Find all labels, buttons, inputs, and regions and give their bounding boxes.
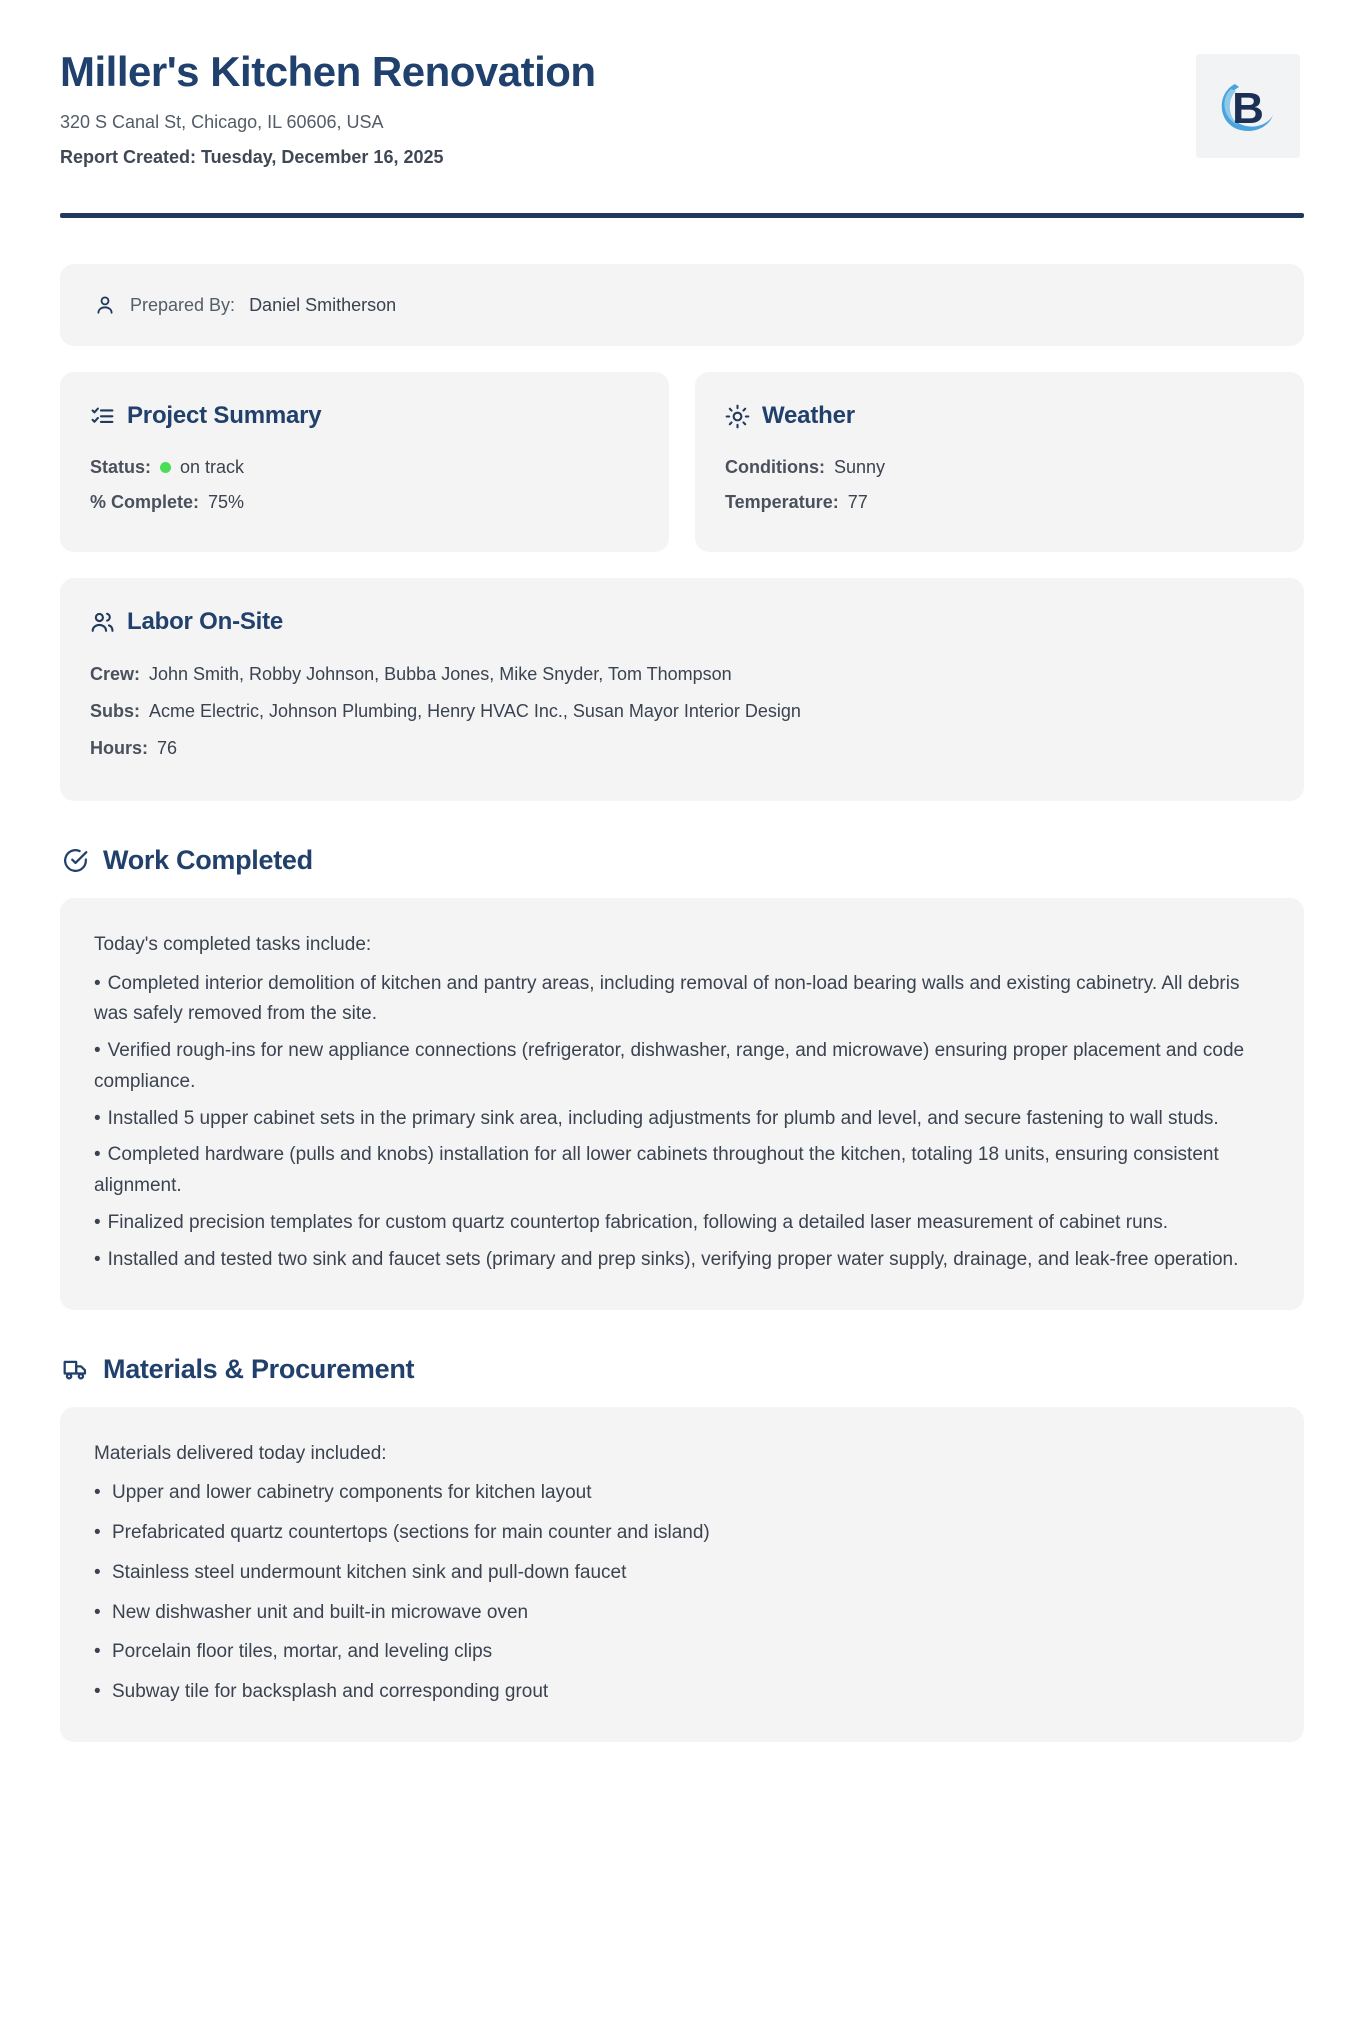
status-value: on track bbox=[180, 457, 245, 478]
list-item: • New dishwasher unit and built-in microwave oven bbox=[94, 1598, 1270, 1629]
materials-title: Materials & Procurement bbox=[103, 1353, 415, 1384]
work-bullet: • Completed interior demolition of kitchen and pantry areas, including removal of non-load bearing walls and existing cabinetry. All debris was safely removed from the site. bbox=[94, 972, 1240, 1025]
work-completed-section bbox=[60, 845, 1304, 1310]
percent-complete-value: 75% bbox=[208, 492, 245, 513]
materials-intro: Materials delivered today included: bbox=[94, 1442, 387, 1464]
work-bullet-text: Completed interior demolition of kitchen and pantry areas, including removal of non-load bearing walls and existing cabinetry. All debris was safely removed from the site. bbox=[94, 972, 1240, 1025]
svg-text:B: B bbox=[1232, 84, 1264, 133]
hours-label: Hours: bbox=[90, 738, 148, 758]
list-item: • Stainless steel undermount kitchen sink and pull-down faucet bbox=[94, 1558, 1270, 1589]
logo-b-icon bbox=[1211, 69, 1285, 143]
hours-value: 76 bbox=[157, 738, 178, 758]
materials-header bbox=[60, 1354, 1304, 1385]
materials-list bbox=[94, 1478, 1270, 1708]
project-summary-title: Project Summary bbox=[127, 402, 322, 430]
work-completed-body bbox=[60, 898, 1304, 1310]
status-label: Status: bbox=[90, 457, 152, 478]
list-item: • Subway tile for backsplash and corresponding grout bbox=[94, 1677, 1270, 1708]
work-bullet-text: Completed hardware (pulls and knobs) installation for all lower cabinets throughout the kitchen, totaling 18 units, ensuring consistent alignment. bbox=[94, 1144, 1219, 1197]
work-bullet: • Installed 5 upper cabinet sets in the primary sink area, including adjustments for plumb and level, and secure fastening to wall studs. bbox=[94, 1107, 1219, 1129]
prepared-by-label: Prepared By: bbox=[130, 294, 236, 315]
summary-weather-row bbox=[60, 372, 1304, 552]
work-bullet-text: Installed 5 upper cabinet sets in the primary sink area, including adjustments for plumb and level, and secure fastening to wall studs. bbox=[107, 1107, 1219, 1129]
prepared-by-card bbox=[60, 264, 1304, 346]
conditions-value: Sunny bbox=[833, 457, 886, 478]
work-completed-intro: Today's completed tasks include: bbox=[94, 933, 372, 955]
temperature-row bbox=[725, 485, 1274, 520]
status-row bbox=[90, 450, 639, 485]
project-summary-card bbox=[60, 372, 669, 552]
work-bullet: • Verified rough-ins for new appliance connections (refrigerator, dishwasher, range, and microwave) ensuring proper placement and code compliance. bbox=[94, 1040, 1245, 1092]
work-completed-title: Work Completed bbox=[103, 844, 313, 875]
work-bullet: • Installed and tested two sink and faucet sets (primary and prep sinks), verifying proper water supply, drainage, and leak-free operation. bbox=[94, 1248, 1239, 1270]
work-bullet: • Completed hardware (pulls and knobs) installation for all lower cabinets throughout the kitchen, totaling 18 units, ensuring consistent alignment. bbox=[94, 1144, 1219, 1197]
prepared-by-value: Daniel Smitherson bbox=[249, 294, 397, 315]
work-bullet-text: Finalized precision templates for custom quartz countertop fabrication, following a detailed laser measurement of cabinet runs. bbox=[107, 1212, 1168, 1234]
company-logo bbox=[1196, 54, 1300, 158]
temperature-label: Temperature: bbox=[725, 492, 839, 513]
labor-title: Labor On-Site bbox=[127, 608, 284, 636]
temperature-value: 77 bbox=[847, 492, 868, 513]
weather-card bbox=[695, 372, 1304, 552]
project-summary-header bbox=[90, 402, 639, 430]
report-header bbox=[60, 40, 1304, 171]
percent-complete-label: % Complete: bbox=[90, 492, 200, 513]
crew-value: John Smith, Robby Johnson, Bubba Jones, Mike Snyder, Tom Thompson bbox=[149, 664, 732, 685]
report-created-date: Report Created: Tuesday, December 16, 2025 bbox=[60, 147, 444, 168]
weather-title: Weather bbox=[762, 402, 855, 430]
hours-row bbox=[90, 730, 1274, 767]
header-divider bbox=[60, 213, 1304, 218]
users-icon bbox=[90, 610, 115, 635]
circle-check-icon bbox=[62, 847, 89, 874]
list-item: • Porcelain floor tiles, mortar, and leveling clips bbox=[94, 1637, 1270, 1668]
subs-row bbox=[90, 693, 1274, 730]
subs-value: Acme Electric, Johnson Plumbing, Henry HVAC Inc., Susan Mayor Interior Design bbox=[149, 701, 801, 722]
subs-label: Subs: bbox=[90, 701, 141, 722]
weather-header bbox=[725, 402, 1274, 430]
truck-icon bbox=[62, 1356, 89, 1383]
materials-section bbox=[60, 1354, 1304, 1742]
list-item: • Prefabricated quartz countertops (sections for main counter and island) bbox=[94, 1518, 1270, 1549]
sun-icon bbox=[725, 404, 750, 429]
user-icon bbox=[94, 294, 116, 316]
checklist-icon bbox=[90, 404, 115, 429]
project-address: 320 S Canal St, Chicago, IL 60606, USA bbox=[60, 112, 384, 133]
conditions-row bbox=[725, 450, 1274, 485]
work-completed-header bbox=[60, 845, 1304, 876]
materials-body bbox=[60, 1407, 1304, 1742]
conditions-label: Conditions: bbox=[725, 457, 825, 478]
percent-complete-row bbox=[90, 485, 639, 520]
labor-on-site-card bbox=[60, 578, 1304, 801]
work-bullet-text: Verified rough-ins for new appliance connections (refrigerator, dishwasher, range, and microwave) ensuring proper placement and code compliance. bbox=[94, 1040, 1245, 1092]
work-bullet-text: Installed and tested two sink and faucet sets (primary and prep sinks), verifying proper water supply, drainage, and leak-free operation. bbox=[107, 1248, 1239, 1270]
labor-header bbox=[90, 608, 1274, 636]
work-bullet: • Finalized precision templates for custom quartz countertop fabrication, following a detailed laser measurement of cabinet runs. bbox=[94, 1212, 1168, 1234]
page-title: Miller's Kitchen Renovation bbox=[60, 48, 596, 95]
crew-row bbox=[90, 656, 1274, 693]
header-text-group bbox=[60, 48, 1196, 171]
status-badge-dot bbox=[160, 462, 171, 473]
list-item: • Upper and lower cabinetry components for kitchen layout bbox=[94, 1478, 1270, 1509]
crew-label: Crew: bbox=[90, 664, 141, 685]
